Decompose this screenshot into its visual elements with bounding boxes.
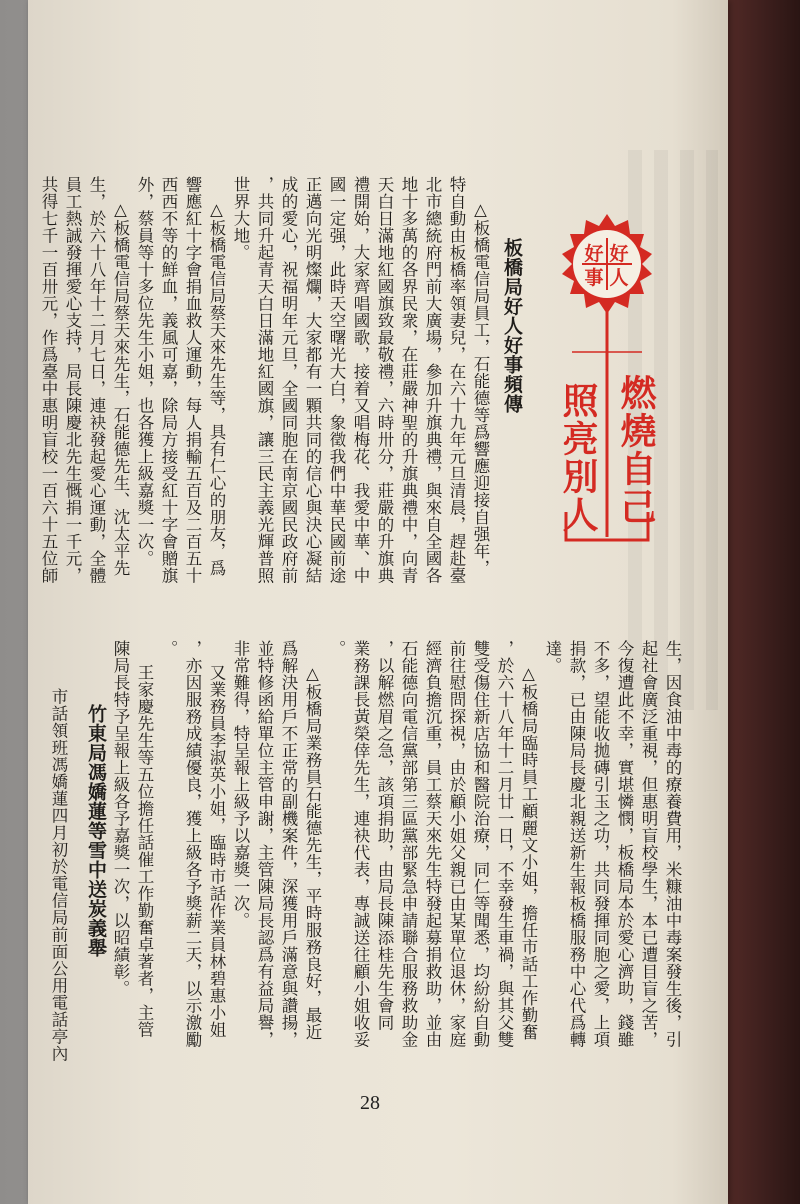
article1-title: 板橋局好人好事頻傳 xyxy=(501,238,523,414)
article1-continued-line: 今復遭此不幸，實堪憐憫，板橋局本於愛心濟助，錢雖 xyxy=(615,640,634,1048)
article1-continued-line: 達。 xyxy=(543,640,562,674)
article1-line: 共得七千一百卅元，作爲臺中惠明盲校一百六十五位師 xyxy=(39,176,58,584)
badge-char-2: 人 xyxy=(609,267,629,289)
article2-line: 市話領班馮嬌蓮四月初於電信局前面公用電話亭內 xyxy=(49,688,68,1062)
article1-continued-line: 不多，望能收拋磚引玉之功，共同發揮同胞之愛，上項 xyxy=(591,640,610,1048)
article1-line: 天白日滿地紅國旗致最敬禮，六時卅分，莊嚴的升旗典 xyxy=(375,176,394,584)
article1-line: 地十多萬的各界民衆，在莊嚴神聖的升旗典禮中，向青 xyxy=(399,176,418,584)
article1-line: △板橋電信局員工，石能德等爲響應迎接自强年， xyxy=(471,200,490,577)
article1-line: △板橋電信局蔡天來先生，石能德先生、沈太平先 xyxy=(111,200,130,577)
article1-line: 西西不等的鮮血，義風可嘉，除局方接受紅十字會贈旗 xyxy=(159,176,178,584)
article1-continued-line: 業務課長黃榮倖先生，連袂代表，專誠送往顧小姐收妥 xyxy=(351,640,370,1048)
article1-continued-line: 。 xyxy=(327,640,346,657)
article1-line: 世界大地。 xyxy=(231,176,250,261)
article1-line: 生，於六十八年十二月七日，連袂發起愛心運動，全體 xyxy=(87,176,106,584)
article1-line: ，共同升起青天白日滿地紅國旗，讓三民主義光輝普照 xyxy=(255,176,274,584)
article1-line: 禮開始，大家齊唱國歌，接着又唱梅花、我愛中華、中 xyxy=(351,176,370,584)
article1-continued-line: 非常難得，特呈報上級予以嘉獎一次。 xyxy=(231,640,250,929)
article1-continued-line: 前往慰問探視，由於顧小姐父親已由某單位退休，家庭 xyxy=(447,640,466,1048)
article1-line: 國一定强，此時天空曙光大白，象徵我們中華民國前途 xyxy=(327,176,346,584)
article1-line: △板橋電信局蔡天來先生等，具有仁心的朋友，爲 xyxy=(207,200,226,577)
emblem-seal xyxy=(562,214,652,314)
article1-continued-line: △板橋局臨時員工顧麗文小姐，擔任市話工作勤奮 xyxy=(519,664,538,1041)
article1-continued-line: 又業務員李淑英小姐，臨時市話作業員林碧惠小姐 xyxy=(207,664,226,1038)
article1-continued-line: 。 xyxy=(159,640,178,657)
badge-char-3: 好 xyxy=(584,243,604,265)
article1-continued-line: 陳局長特予呈報上級各予嘉獎一次，以昭績彰。 xyxy=(111,640,130,997)
article1-line: 響應紅十字會捐血救人運動，每人捐輸五百及二百五十 xyxy=(183,176,202,584)
article1-line: 正邁向光明燦爛，大家都有一顆共同的信心與決心凝結 xyxy=(303,176,322,584)
slogan-col-2: 照亮別人 xyxy=(557,382,599,534)
article1-line: 特自動由板橋率領妻兒，在六十九年元旦清晨，趕赴臺 xyxy=(447,176,466,584)
article1-continued-line: △板橋局業務員石能德先生，平時服務良好，最近 xyxy=(303,664,322,1041)
article1-continued-line: ，以解燃眉之急，該項捐助，由局長陳添桂先生會同 xyxy=(375,640,394,1031)
article1-continued-line: ，亦因服務成績優良，獲上級各予獎薪二天，以示激勵 xyxy=(183,640,202,1048)
article1-continued-line: 雙受傷住新店協和醫院治療，同仁等聞悉，均紛紛自動 xyxy=(471,640,490,1048)
article1-continued-line: 捐款，已由陳局長慶北親送新生報板橋服務中心代爲轉 xyxy=(567,640,586,1048)
article1-continued-line: 爲解決用戶不正常的副機案件，深獲用戶滿意與讚揚， xyxy=(279,640,298,1048)
article1-continued-line: ，於六十八年十二月廿一日，不幸發生車禍，與其父雙 xyxy=(495,640,514,1048)
badge-char-1: 好 xyxy=(609,243,629,265)
page-number: 28 xyxy=(360,1092,380,1114)
article1-continued-line: 石能德向電信黨部第三區黨部緊急申請聯合服務救助金 xyxy=(399,640,418,1048)
article1-line: 員工熱誠發揮愛心支持，局長陳慶北先生慨捐一千元， xyxy=(63,176,82,584)
article1-line: 北市總統府門前大廣場，參加升旗典禮，與來自全國各 xyxy=(423,176,442,584)
article1-continued-line: 並特修函給單位主管申謝，主管陳局長認爲有益局譽， xyxy=(255,640,274,1048)
article1-continued-line: 生，因食油中毒的療養費用，米糠油中毒案發生後，引 xyxy=(663,640,682,1048)
article1-line: 外，蔡員等十多位先生小姐，也各獲上級嘉獎一次。 xyxy=(135,176,154,567)
badge-char-4: 事 xyxy=(584,267,604,289)
article1-continued-line: 王家慶先生等五位擔任話催工作勤奮卓著者，主管 xyxy=(135,664,154,1038)
good-deed-emblem xyxy=(552,212,662,572)
article1-line: 成的愛心，祝福明年元旦，全國同胞在南京國民政府前 xyxy=(279,176,298,584)
article1-continued-line: 起社會廣泛重視，但惠明盲校學生，本已遭目盲之苦， xyxy=(639,640,658,1048)
slogan-col-1: 燃燒自己 xyxy=(615,374,657,526)
article2-title: 竹東局馮嬌蓮等雪中送炭義舉 xyxy=(85,704,107,958)
article1-continued-line: 經濟負擔沉重，員工蔡天來先生特發起募捐救助，並由 xyxy=(423,640,442,1048)
